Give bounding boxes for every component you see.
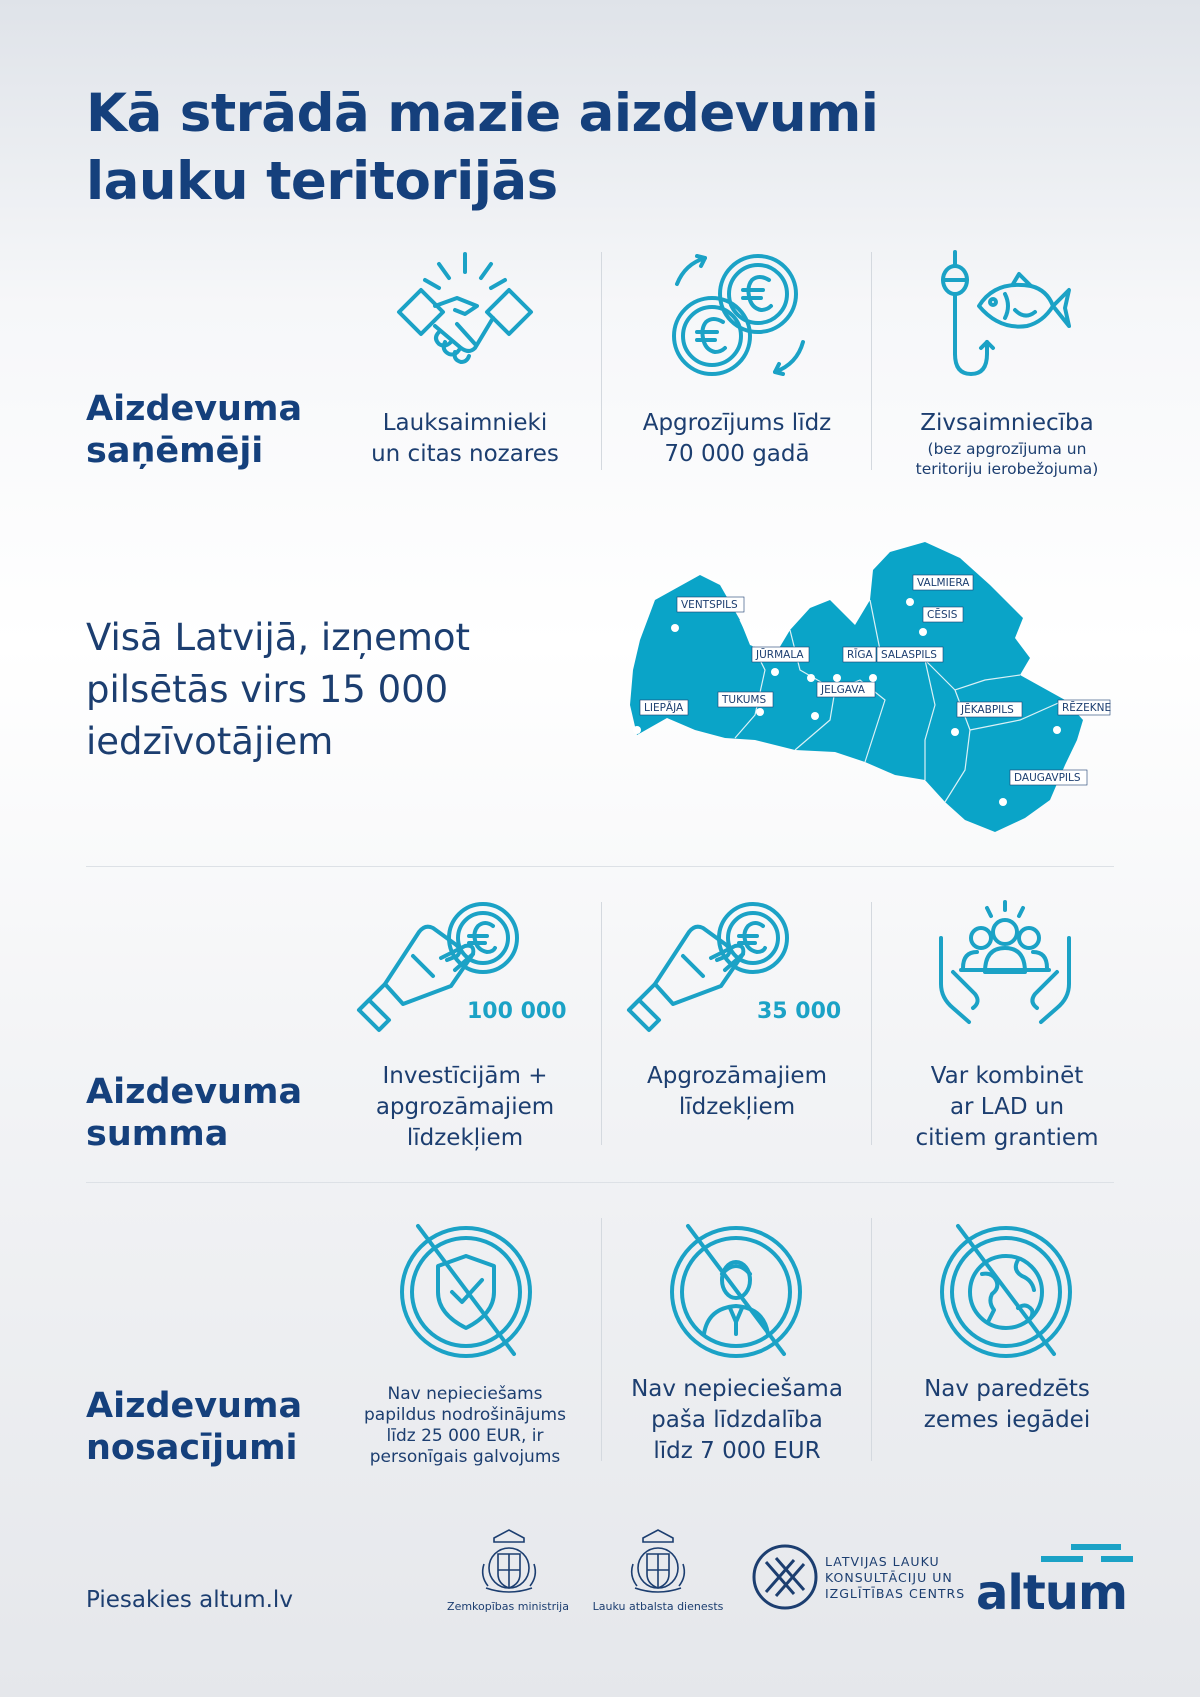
city-label: RĪGA [847,649,873,661]
amount-working-capital: Apgrozāmajiem līdzekļiem [647,1063,827,1120]
recipient-turnover: Apgrozījums līdz 70 000 gadā [642,410,832,467]
lad-logo-caption: Lauku atbalsta dienests [592,1600,724,1613]
fishing-icon [935,250,1075,380]
recipients-label: Aizdevuma saņēmēji [86,389,303,471]
amount-value: 100 000 [467,999,567,1024]
section-divider [86,1182,1114,1183]
no-person-icon [668,1222,804,1358]
hands-people-icon [935,898,1075,1033]
city-label: RĒZEKNE [1062,702,1112,714]
page-title [86,80,878,216]
city-label: JĒKABPILS [961,704,1014,716]
no-shield-icon [398,1222,534,1358]
altum-logo: altum [976,1565,1127,1621]
city-label: LIEPĀJA [644,702,684,714]
amount-value: 35 000 [757,999,842,1024]
apply-link[interactable]: Piesakies altum.lv [86,1587,293,1613]
city-label: JŪRMALA [756,649,804,661]
recipient-fisheries: Zivsaimniecība (bez apgrozījuma un teritoriju ierobežojuma) [915,410,1099,478]
amount-combine: Var kombinēt ar LAD un citiem grantiem [915,1063,1099,1151]
latvia-map [625,540,1120,840]
handshake-icon [395,250,535,380]
condition-land: Nav paredzēts zemes iegādei [923,1376,1091,1433]
condition-collateral: Nav nepieciešams papildus nodrošinājums līdz 25 000 EUR, ir personīgais galvojums [364,1384,566,1467]
city-label: VENTSPILS [681,599,738,611]
city-label: CĒSIS [927,609,958,621]
city-label: VALMIERA [917,577,970,589]
recipient-farmers: Lauksaimnieki un citas nozares [371,410,559,467]
city-label: TUKUMS [722,694,767,706]
section-divider [86,866,1114,867]
euro-coins-icon [665,250,815,380]
hand-coin-icon [355,898,575,1033]
coat-of-arms-icon [474,1524,544,1594]
city-label: DAUGAVPILS [1014,772,1081,784]
llkc-logo-icon [750,1542,820,1612]
no-globe-icon [938,1222,1074,1358]
coat-of-arms-icon [623,1524,693,1594]
hand-coin-icon [625,898,845,1033]
conditions-label: Aizdevuma nosacījumi [86,1386,303,1468]
amount-investment: Investīcijām + apgrozāmajiem līdzekļiem [375,1063,555,1151]
condition-participation: Nav nepieciešama paša līdzdalība līdz 7 000 EUR [631,1376,843,1464]
title-line-1: Kā strādā mazie aizdevumi [86,83,879,144]
ministry-logo-caption: Zemkopības ministrija [447,1600,569,1613]
llkc-logo-text: LATVIJAS LAUKU KONSULTĀCIJU UN IZGLĪTĪBAS CENTRS [825,1554,966,1601]
title-line-2: lauku teritorijās [86,151,558,212]
coverage-text: Visā Latvijā, izņemot pilsētās virs 15 000 iedzīvotājiem [86,616,471,763]
city-label: SALASPILS [881,649,937,661]
amount-label: Aizdevuma summa [86,1072,303,1154]
city-label: JELGAVA [821,684,865,696]
